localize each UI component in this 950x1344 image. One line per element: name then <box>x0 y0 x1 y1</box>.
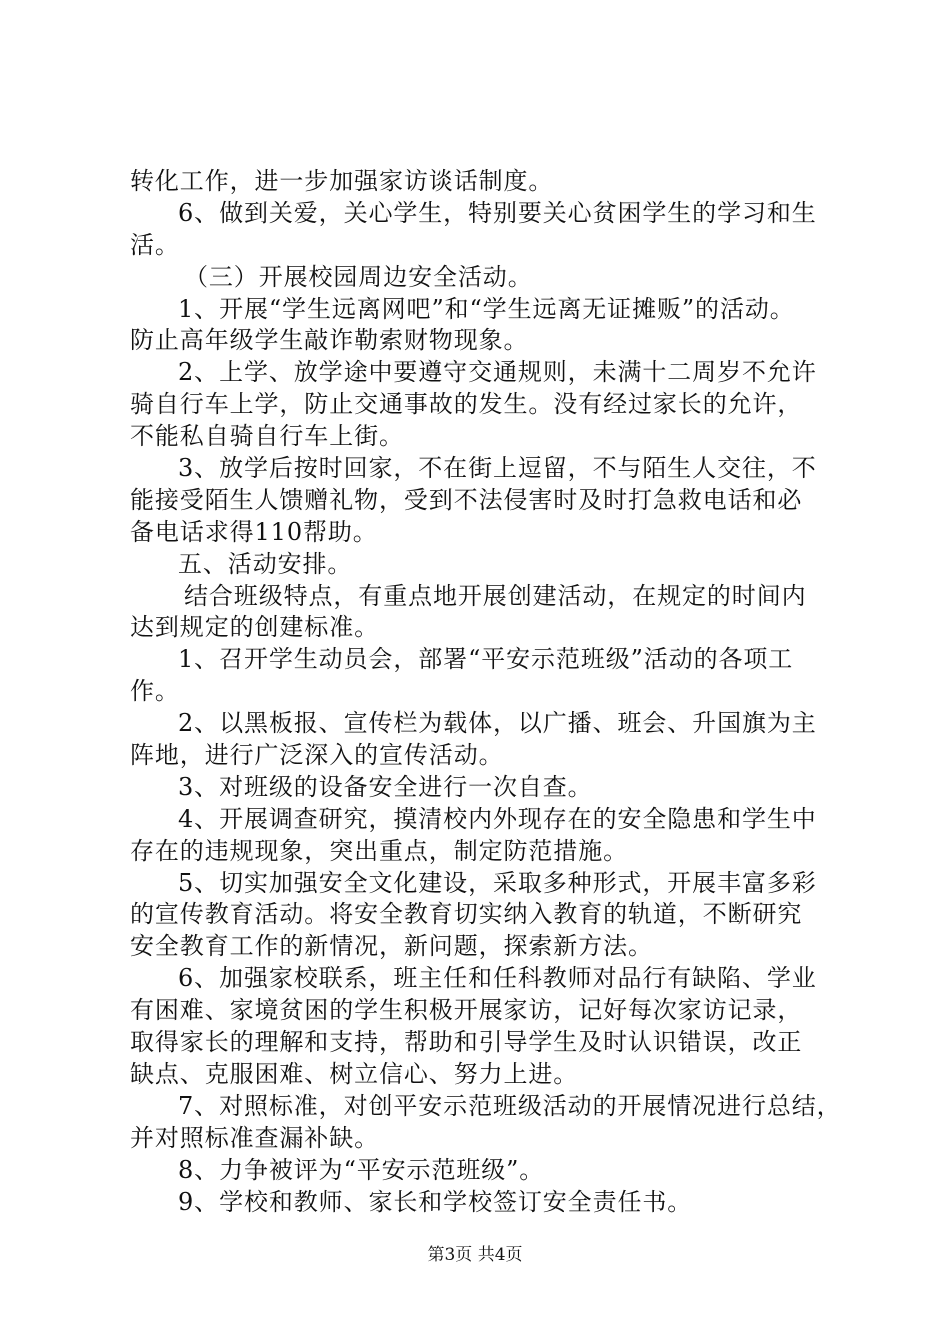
section-heading: （三）开展校园周边安全活动。 <box>184 262 533 291</box>
text-line: 作。 <box>130 677 180 706</box>
text-line: 4、开展调查研究，摸清校内外现存在的安全隐患和学生中 <box>178 804 817 833</box>
text-line: 骑自行车上学，防止交通事故的发生。没有经过家长的允许， <box>130 390 803 419</box>
text-line: 1、开展“学生远离网吧”和“学生远离无证摊贩”的活动。 <box>178 294 795 323</box>
text-line: 取得家长的理解和支持，帮助和引导学生及时认识错误，改正 <box>130 1028 803 1057</box>
text-line: 1、召开学生动员会，部署“平安示范班级”活动的各项工 <box>178 645 794 674</box>
text-line: 2、以黑板报、宣传栏为载体，以广播、班会、升国旗为主 <box>178 709 817 738</box>
text-line: 有困难、家境贫困的学生积极开展家访，记好每次家访记录， <box>130 996 803 1025</box>
text-line: 防止高年级学生敲诈勒索财物现象。 <box>130 326 529 355</box>
text-line: 能接受陌生人馈赠礼物，受到不法侵害时及时打急救电话和必 <box>130 485 803 514</box>
text-line: 安全教育工作的新情况，新问题，探索新方法。 <box>130 932 653 961</box>
text-line: 的宣传教育活动。将安全教育切实纳入教育的轨道，不断研究 <box>130 900 803 929</box>
text-line: 6、加强家校联系，班主任和任科教师对品行有缺陷、学业 <box>178 964 817 993</box>
text-line: 2、上学、放学途中要遵守交通规则，未满十二周岁不允许 <box>178 358 817 387</box>
text-line: 不能私自骑自行车上街。 <box>130 422 404 451</box>
text-line: 8、力争被评为“平安示范班级”。 <box>178 1155 545 1184</box>
text-line: 7、对照标准，对创平安示范班级活动的开展情况进行总结， <box>178 1091 842 1120</box>
text-line: 缺点、克服困难、树立信心、努力上进。 <box>130 1059 579 1088</box>
text-line: 9、学校和教师、家长和学校签订安全责任书。 <box>178 1187 693 1216</box>
text-line: 存在的违规现象，突出重点，制定防范措施。 <box>130 836 628 865</box>
text-line: 备电话求得110帮助。 <box>130 517 378 546</box>
section-heading: 五、活动安排。 <box>178 549 353 578</box>
text-line: 达到规定的创建标准。 <box>130 613 379 642</box>
page-footer: 第3页 共4页 <box>427 1245 523 1265</box>
text-line: 6、做到关爱，关心学生，特别要关心贫困学生的学习和生 <box>178 198 817 227</box>
text-line: 3、放学后按时回家，不在街上逗留，不与陌生人交往，不 <box>178 454 817 483</box>
document-body <box>130 166 846 1218</box>
text-line: 3、对班级的设备安全进行一次自查。 <box>178 772 593 801</box>
text-line: 活。 <box>130 230 180 259</box>
text-line: 并对照标准查漏补缺。 <box>130 1123 379 1152</box>
text-line: 转化工作，进一步加强家访谈话制度。 <box>130 167 554 195</box>
text-line: 阵地，进行广泛深入的宣传活动。 <box>130 741 504 770</box>
text-line: 5、切实加强安全文化建设，采取多种形式，开展丰富多彩 <box>178 868 817 897</box>
text-line: 结合班级特点，有重点地开展创建活动，在规定的时间内 <box>184 581 807 610</box>
